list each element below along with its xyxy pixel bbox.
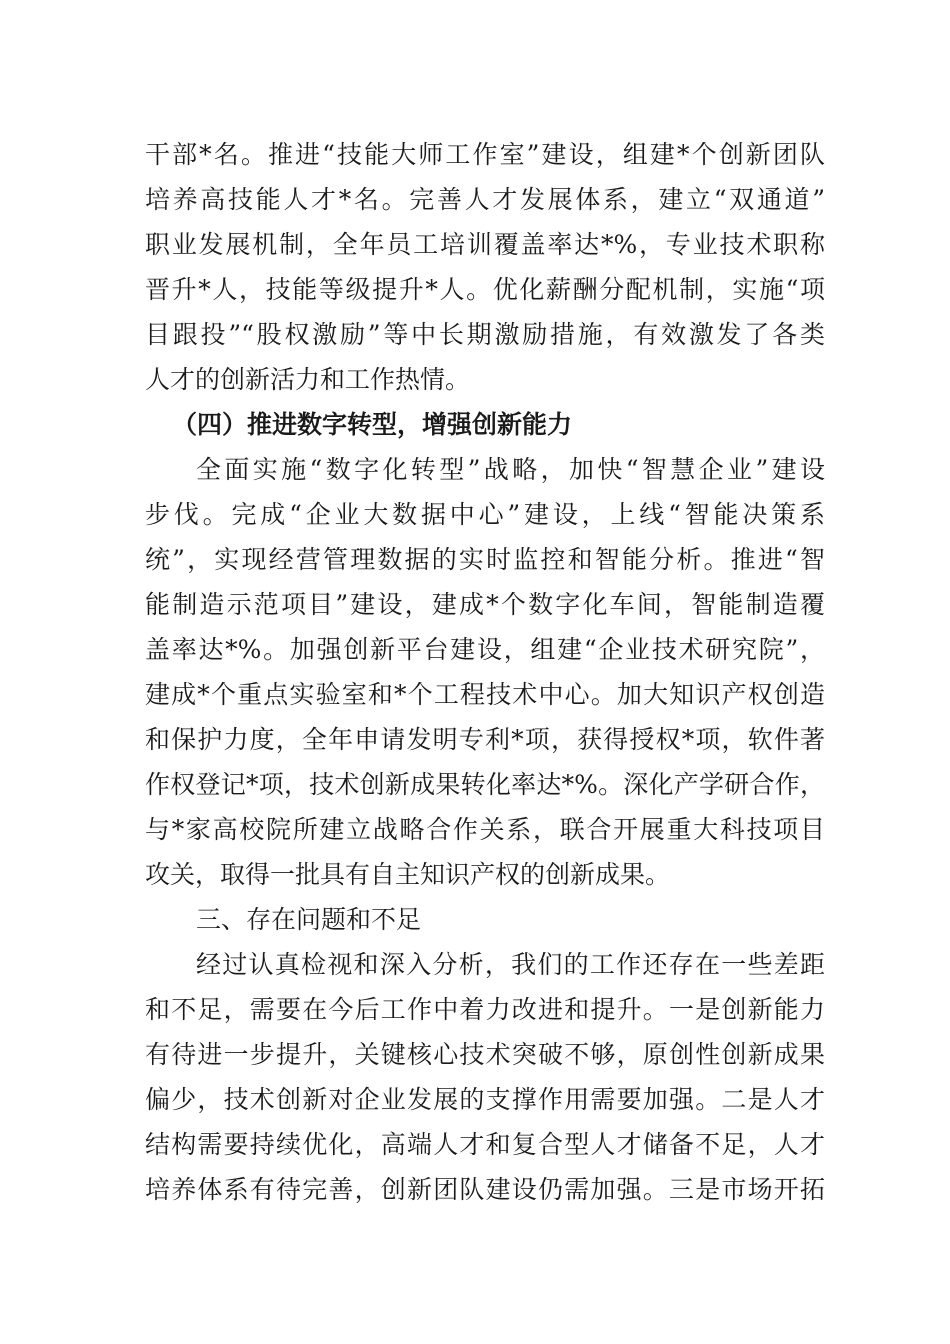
text-line: 结构需要持续优化，高端人才和复合型人才储备不足，人才 [145,1130,825,1159]
text-line: 全面实施“数字化转型”战略，加快“智慧企业”建设 [196,455,825,484]
text-line: 和保护力度，全年申请发明专利*项，获得授权*项，软件著 [145,725,825,754]
text-line: 统”，实现经营管理数据的实时监控和智能分析。推进“智 [145,545,825,574]
text-line: 经过认真检视和深入分析，我们的工作还存在一些差距 [196,950,825,979]
text-line: 与*家高校院所建立战略合作关系，联合开展重大科技项目 [145,815,825,844]
text-line: 培养体系有待完善，创新团队建设仍需加强。三是市场开拓 [145,1175,825,1204]
section-heading-3: 三、存在问题和不足 [196,905,422,934]
text-line: 职业发展机制，全年员工培训覆盖率达*%，专业技术职称 [145,230,825,259]
text-line: 攻关，取得一批具有自主知识产权的创新成果。 [145,860,671,889]
text-line: 步伐。完成“企业大数据中心”建设，上线“智能决策系 [145,500,825,529]
text-line: 晋升*人，技能等级提升*人。优化薪酬分配机制，实施“项 [145,275,825,304]
text-line: 有待进一步提升，关键核心技术突破不够，原创性创新成果 [145,1040,825,1069]
text-line: 偏少，技术创新对企业发展的支撑作用需要加强。二是人才 [145,1085,825,1114]
text-line: 培养高技能人才*名。完善人才发展体系，建立“双通道” [145,185,825,214]
text-line: 干部*名。推进“技能大师工作室”建设，组建*个创新团队 [145,140,825,169]
text-line: 目跟投”“股权激励”等中长期激励措施，有效激发了各类 [145,320,825,349]
section-heading-4: （四）推进数字转型，增强创新能力 [172,410,573,439]
text-line: 建成*个重点实验室和*个工程技术中心。加大知识产权创造 [145,680,825,709]
text-line: 盖率达*%。加强创新平台建设，组建“企业技术研究院”， [145,635,825,664]
text-line: 和不足，需要在今后工作中着力改进和提升。一是创新能力 [145,995,825,1024]
text-line: 能制造示范项目”建设，建成*个数字化车间，智能制造覆 [145,590,825,619]
text-line: 作权登记*项，技术创新成果转化率达*%。深化产学研合作， [145,770,825,799]
text-line: 人才的创新活力和工作热情。 [145,365,471,394]
